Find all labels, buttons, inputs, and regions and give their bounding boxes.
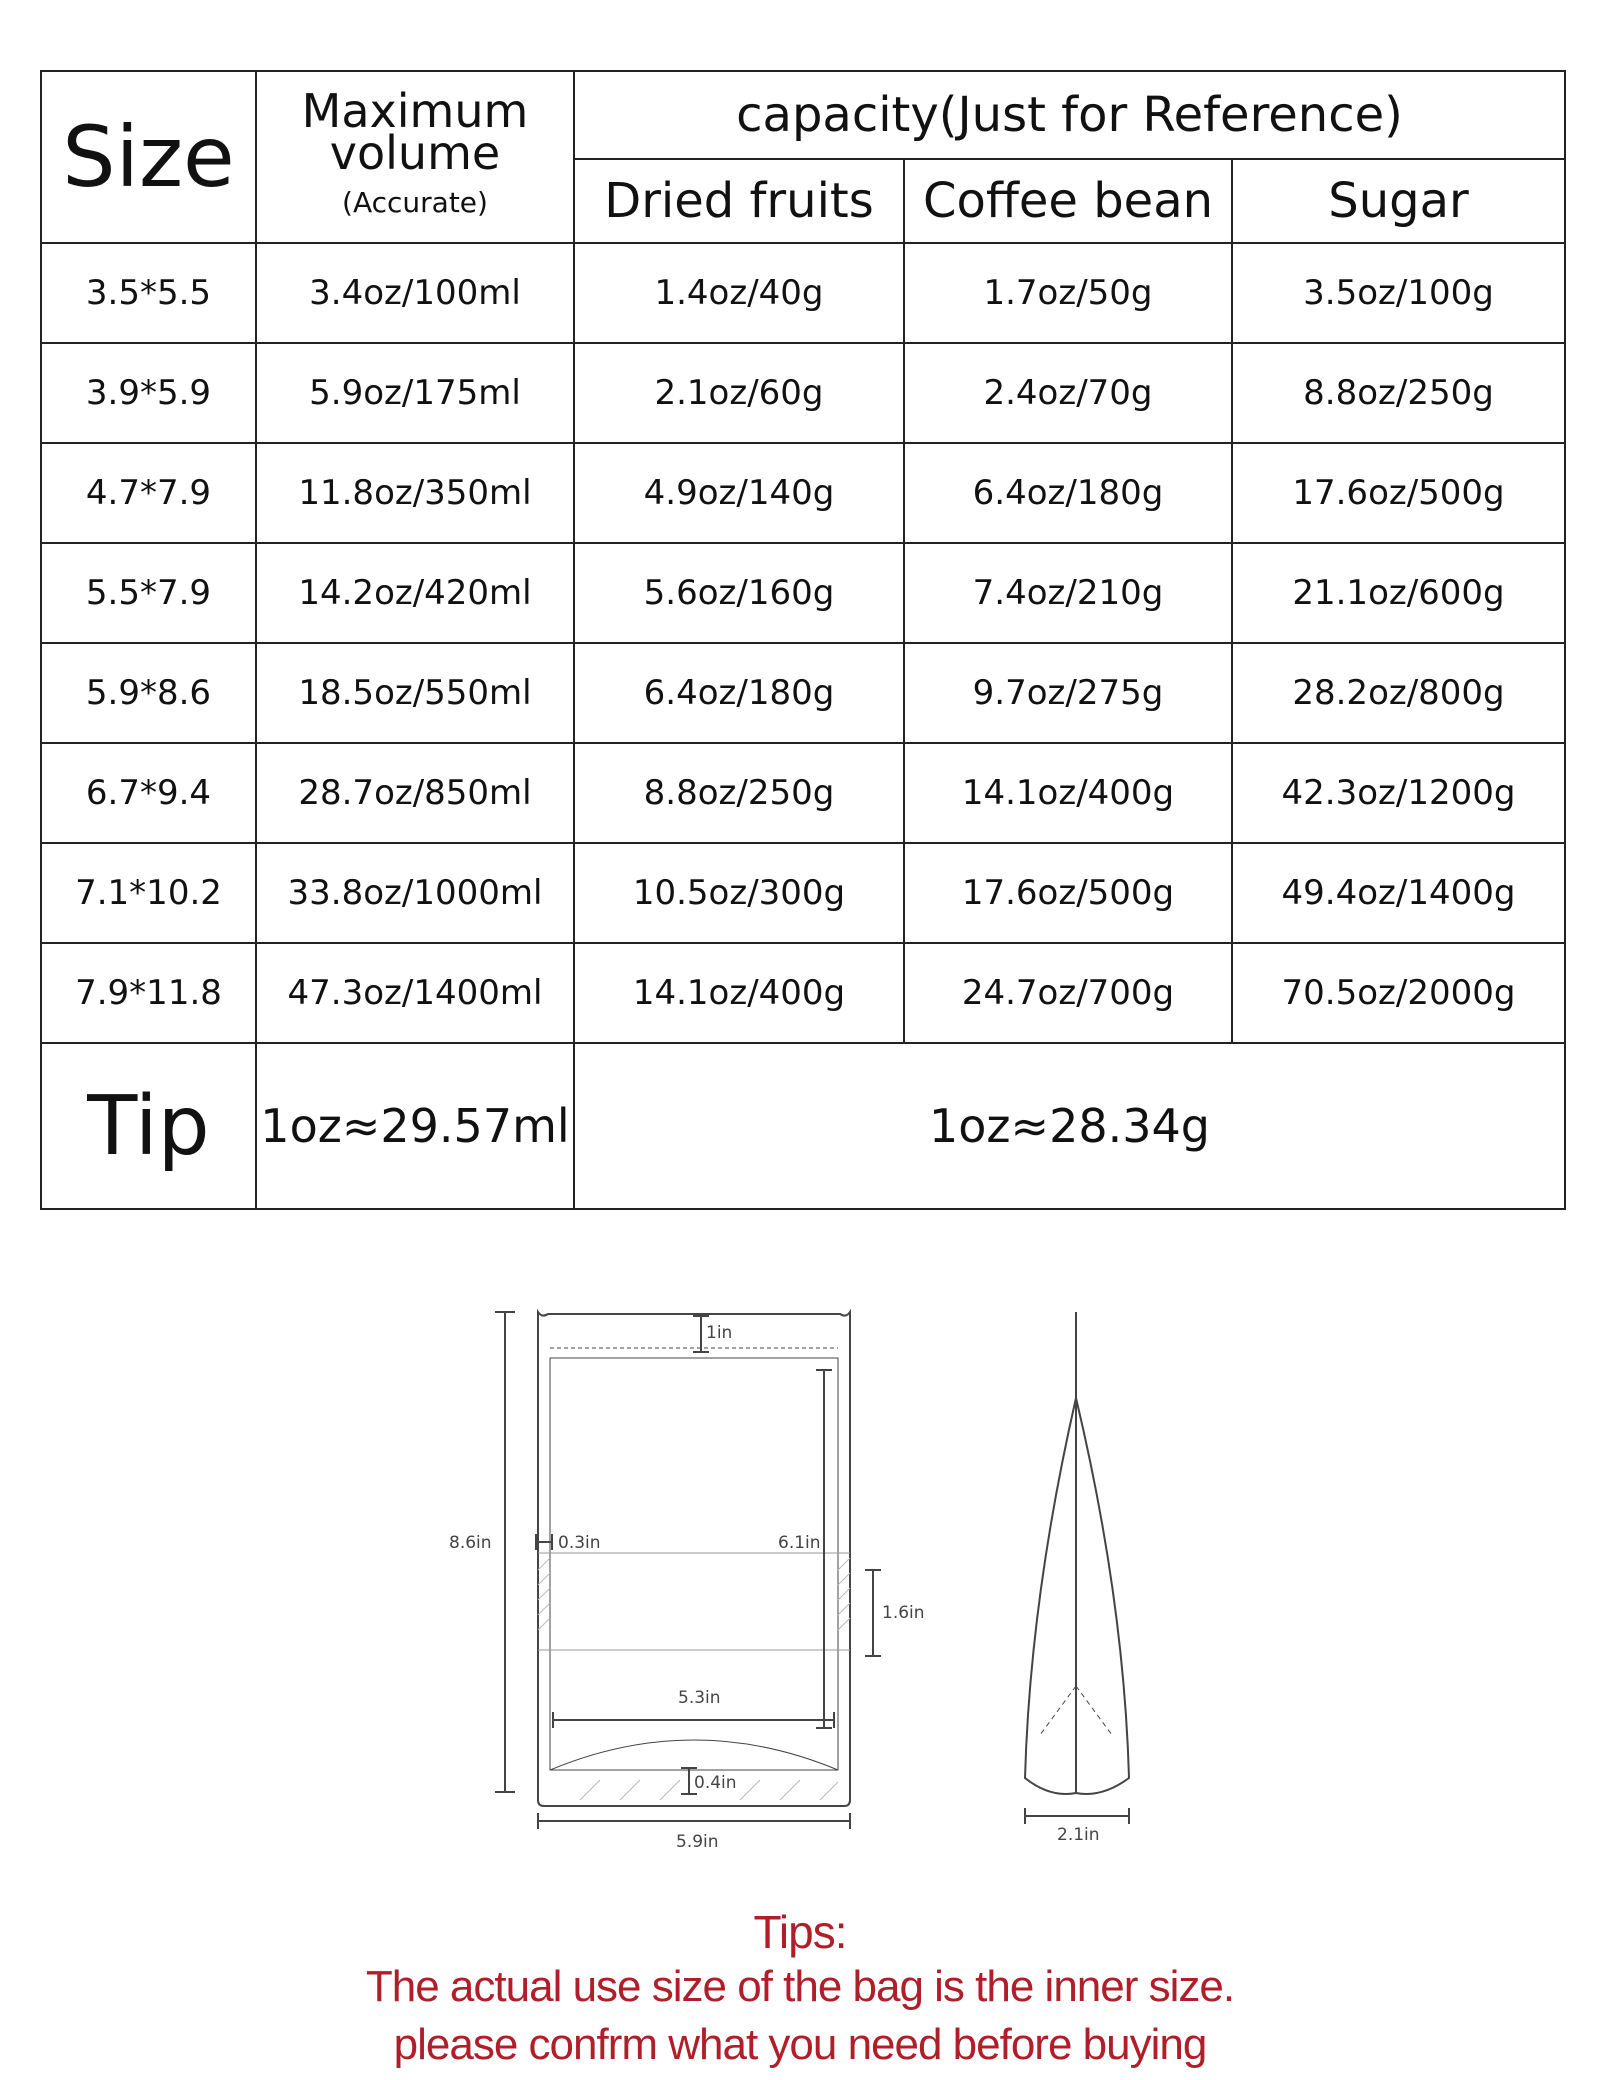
cell-dried-fruits: 5.6oz/160g (574, 543, 904, 643)
cell-volume: 11.8oz/350ml (256, 443, 574, 543)
cell-coffee-bean: 6.4oz/180g (904, 443, 1232, 543)
cell-size: 3.9*5.9 (41, 343, 256, 443)
cell-sugar: 42.3oz/1200g (1232, 743, 1565, 843)
cell-dried-fruits: 4.9oz/140g (574, 443, 904, 543)
label-height: 8.6in (449, 1533, 492, 1553)
cell-coffee-bean: 17.6oz/500g (904, 843, 1232, 943)
cell-coffee-bean: 9.7oz/275g (904, 643, 1232, 743)
table-row (41, 543, 1565, 643)
cell-sugar: 17.6oz/500g (1232, 443, 1565, 543)
cell-size: 5.5*7.9 (41, 543, 256, 643)
tip-label: Tip (41, 1043, 256, 1209)
tip-volume-conversion: 1oz≈29.57ml (256, 1043, 574, 1209)
cell-sugar: 3.5oz/100g (1232, 243, 1565, 343)
table-row (41, 343, 1565, 443)
cell-volume: 18.5oz/550ml (256, 643, 574, 743)
cell-coffee-bean: 24.7oz/700g (904, 943, 1232, 1043)
label-bottom-seal: 0.4in (694, 1773, 737, 1793)
cell-sugar: 28.2oz/800g (1232, 643, 1565, 743)
bag-bottom-curve (550, 1740, 838, 1770)
label-side-margin: 0.3in (558, 1533, 601, 1553)
tips-line2: please confrm what you need before buying (393, 2020, 1207, 2069)
cell-volume: 3.4oz/100ml (256, 243, 574, 343)
label-inner-height: 6.1in (778, 1533, 821, 1553)
cell-dried-fruits: 8.8oz/250g (574, 743, 904, 843)
tip-weight-conversion: 1oz≈28.34g (574, 1043, 1565, 1209)
cell-sugar: 8.8oz/250g (1232, 343, 1565, 443)
header-size: Size (41, 71, 256, 243)
cell-size: 5.9*8.6 (41, 643, 256, 743)
cell-size: 3.5*5.5 (41, 243, 256, 343)
table-row (41, 243, 1565, 343)
header-max-volume-line2: volume (329, 126, 501, 180)
cell-dried-fruits: 10.5oz/300g (574, 843, 904, 943)
label-width: 5.9in (676, 1832, 719, 1852)
table-row (41, 443, 1565, 543)
cell-size: 7.1*10.2 (41, 843, 256, 943)
cell-coffee-bean: 14.1oz/400g (904, 743, 1232, 843)
cell-dried-fruits: 14.1oz/400g (574, 943, 904, 1043)
header-coffee-bean: Coffee bean (904, 159, 1232, 243)
cell-volume: 5.9oz/175ml (256, 343, 574, 443)
header-dried-fruits: Dried fruits (574, 159, 904, 243)
cell-dried-fruits: 2.1oz/60g (574, 343, 904, 443)
cell-sugar: 21.1oz/600g (1232, 543, 1565, 643)
bag-dimension-diagram (0, 1240, 1600, 1860)
cell-dried-fruits: 6.4oz/180g (574, 643, 904, 743)
header-sugar: Sugar (1232, 159, 1565, 243)
tips-title: Tips: (753, 1906, 847, 1958)
header-accurate-note: (Accurate) (342, 186, 488, 219)
header-max-volume-line1: Maximum (301, 84, 529, 138)
cell-size: 6.7*9.4 (41, 743, 256, 843)
tip-row (41, 1043, 1565, 1209)
header-capacity: capacity(Just for Reference) (574, 71, 1565, 159)
label-gusset-height: 1.6in (882, 1603, 925, 1623)
header-max-volume (256, 71, 574, 243)
cell-coffee-bean: 7.4oz/210g (904, 543, 1232, 643)
bag-front-outline (538, 1312, 850, 1806)
cell-sugar: 70.5oz/2000g (1232, 943, 1565, 1043)
table-row (41, 843, 1565, 943)
cell-coffee-bean: 1.7oz/50g (904, 243, 1232, 343)
cell-volume: 47.3oz/1400ml (256, 943, 574, 1043)
cell-size: 7.9*11.8 (41, 943, 256, 1043)
cell-volume: 28.7oz/850ml (256, 743, 574, 843)
label-depth: 2.1in (1057, 1825, 1100, 1845)
cell-coffee-bean: 2.4oz/70g (904, 343, 1232, 443)
table-row (41, 743, 1565, 843)
label-inner-width: 5.3in (678, 1688, 721, 1708)
label-top-seal: 1in (706, 1323, 733, 1343)
cell-size: 4.7*7.9 (41, 443, 256, 543)
bag-inner-area (550, 1358, 838, 1770)
table-row (41, 943, 1565, 1043)
cell-dried-fruits: 1.4oz/40g (574, 243, 904, 343)
size-capacity-table (40, 70, 1566, 1210)
cell-sugar: 49.4oz/1400g (1232, 843, 1565, 943)
cell-volume: 33.8oz/1000ml (256, 843, 574, 943)
cell-volume: 14.2oz/420ml (256, 543, 574, 643)
table-row (41, 643, 1565, 743)
tips-line1: The actual use size of the bag is the inner size. (365, 1962, 1235, 2011)
